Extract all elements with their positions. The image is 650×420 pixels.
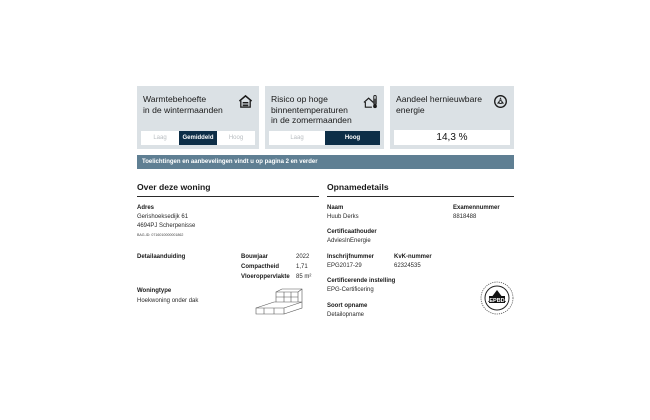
soort-opname-label: Soort opname <box>327 303 368 309</box>
adres-line2: 4694PJ Scherpenisse <box>137 223 196 229</box>
card-hernieuwbare-energie <box>390 86 514 149</box>
examennummer-label: Examennummer <box>453 205 500 211</box>
naam-label: Naam <box>327 205 344 211</box>
compactheid-label: Compactheid <box>241 264 280 270</box>
kvk-value: 62324535 <box>394 263 421 269</box>
bouwjaar-value: 2022 <box>296 254 310 260</box>
vloeroppervlakte-value: 85 m² <box>296 274 312 280</box>
inschrijfnummer-label: Inschrijfnummer <box>327 254 375 260</box>
card-risico-binnentemperaturen <box>265 86 384 149</box>
divider <box>327 196 514 197</box>
risico-scale <box>269 131 380 145</box>
house-thermometer-icon <box>363 94 378 109</box>
option-laag: Laag <box>269 131 325 145</box>
woningtype-label: Woningtype <box>137 288 172 294</box>
certificaathouder-label: Certificaathouder <box>327 229 377 235</box>
soort-opname-value: Detailopname <box>327 312 365 318</box>
adres-line1: Gerishoeksedijk 61 <box>137 214 189 220</box>
card-title: Risico op hoge binnentemperaturen in de zomermaanden <box>271 94 352 125</box>
inschrijfnummer-value: EPG2017-29 <box>327 263 362 269</box>
option-hoog: Hoog <box>325 131 380 145</box>
certificaathouder-value: AdviesInEnergie <box>327 238 371 244</box>
card-title: Warmtebehoefte in de wintermaanden <box>143 94 223 115</box>
svg-text:EPBD: EPBD <box>489 298 505 304</box>
info-banner: Toelichtingen en aanbevelingen vindt u op pagina 2 en verder <box>137 155 514 169</box>
house-icon <box>238 94 253 109</box>
section-title-woning: Over deze woning <box>137 182 211 192</box>
bouwjaar-label: Bouwjaar <box>241 254 269 260</box>
kvk-label: KvK-nummer <box>394 254 432 260</box>
warmtebehoefte-scale <box>141 131 255 145</box>
renewable-value: 14,3 % <box>394 130 510 145</box>
naam-value: Huub Derks <box>327 214 359 220</box>
card-title: Aandeel hernieuwbare energie <box>396 94 483 115</box>
examennummer-value: 8818488 <box>453 214 477 220</box>
option-laag: Laag <box>141 131 179 145</box>
woningtype-value: Hoekwoning onder dak <box>137 298 199 304</box>
detailaanduiding-label: Detailaanduiding <box>137 254 186 260</box>
vloeroppervlakte-label: Vloeroppervlakte <box>241 274 290 280</box>
section-title-opname: Opnamedetails <box>327 182 389 192</box>
instelling-value: EPG-Certificering <box>327 287 374 293</box>
option-gemiddeld: Gemiddeld <box>179 131 217 145</box>
option-hoog: Hoog <box>217 131 255 145</box>
instelling-label: Certificerende instelling <box>327 278 396 284</box>
adres-label: Adres <box>137 205 155 211</box>
compactheid-value: 1,71 <box>296 264 308 270</box>
building-block-icon <box>254 288 304 316</box>
epbd-logo <box>479 280 515 316</box>
renewable-energy-icon <box>493 94 508 109</box>
divider <box>137 196 319 197</box>
card-warmtebehoefte <box>137 86 259 149</box>
bag-id: BAG-ID: 0716010000001862 <box>137 233 184 237</box>
